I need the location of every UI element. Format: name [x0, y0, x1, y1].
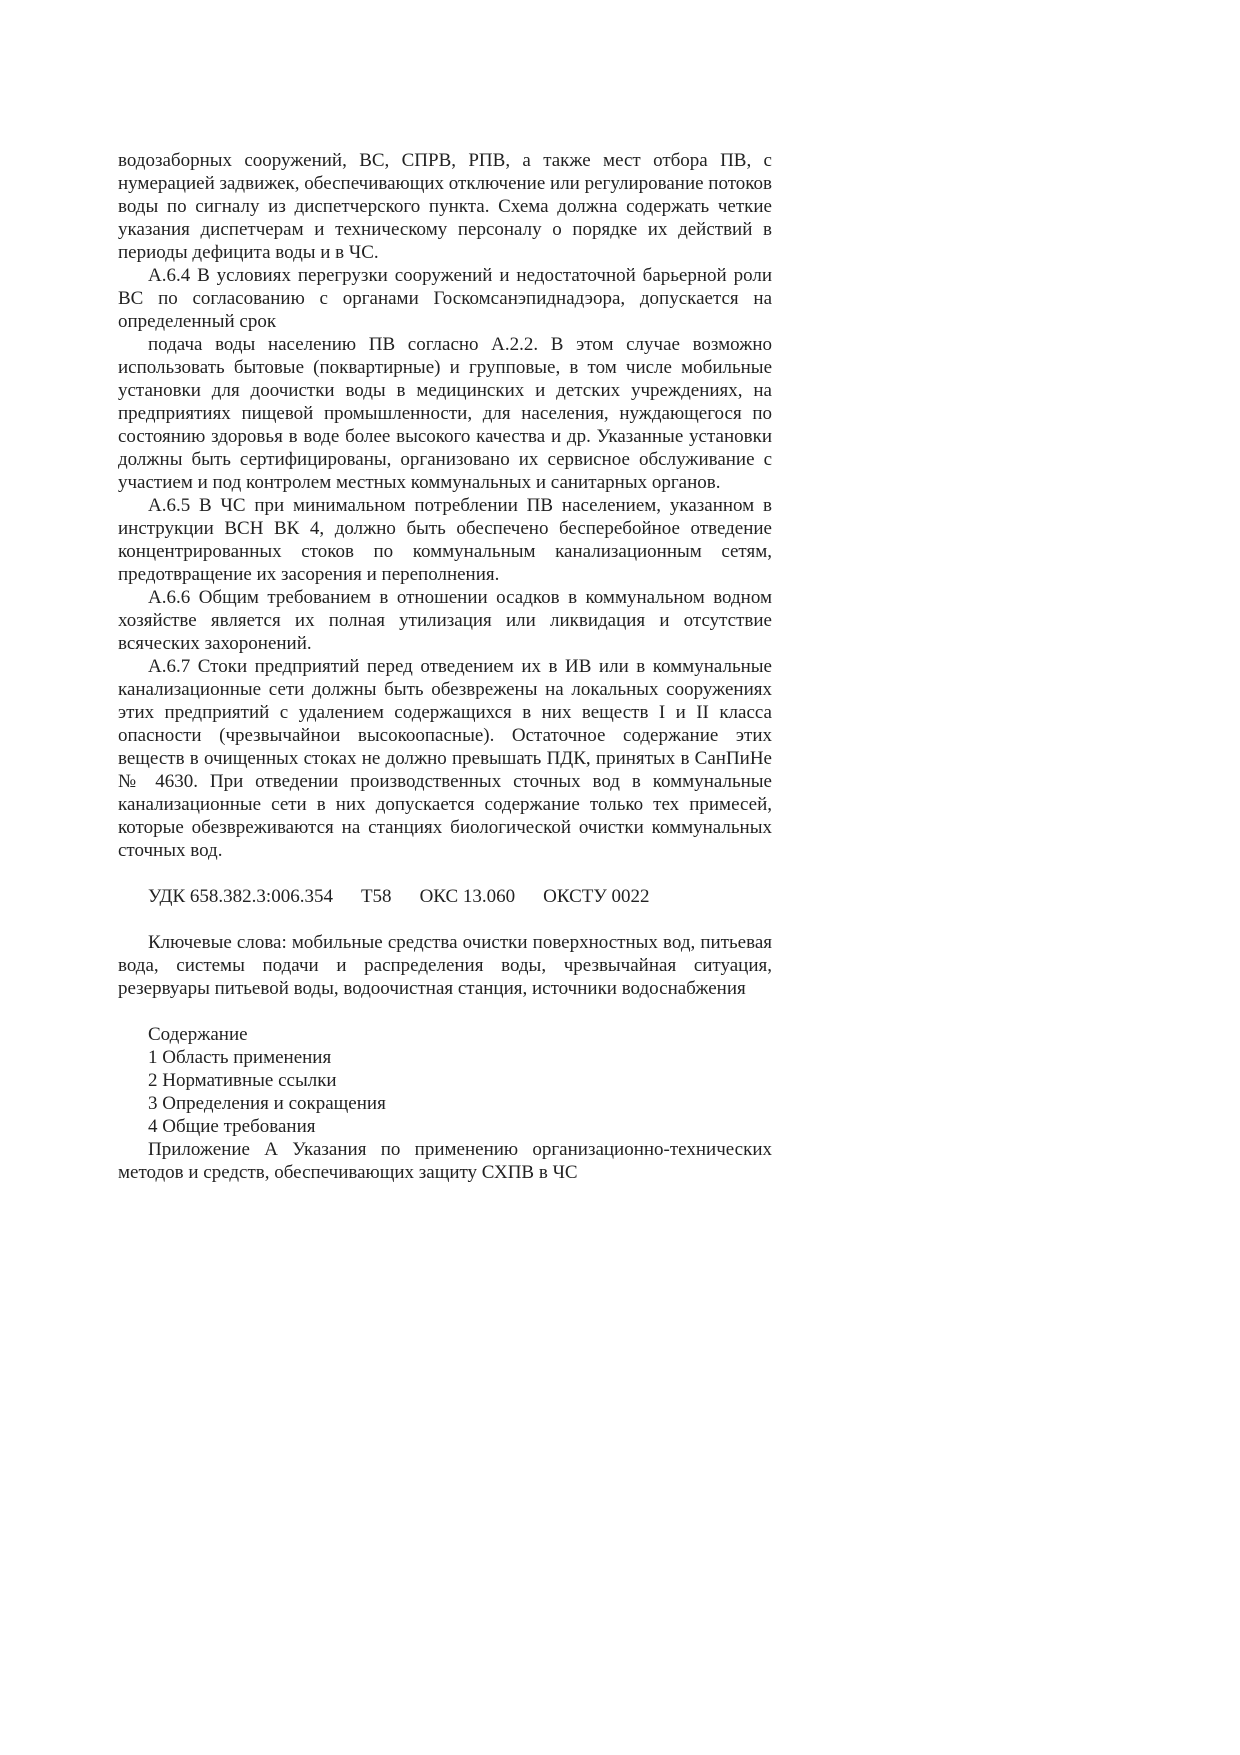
keywords-paragraph: Ключевые слова: мобильные средства очистки поверхностных вод, питьевая вода, системы подачи и распределения воды, чрезвычайная ситуация, резервуары питьевой воды, водоочистная станция, источники водоснабжения	[118, 932, 772, 999]
toc-title: Содержание	[148, 1024, 248, 1045]
paragraph-a-6-7: А.6.7 Стоки предприятий перед отведением их в ИВ или в коммунальные канализационные сети должны быть обезврежены на локальных сооружениях этих предприятий с удалением содержащихся в них веществ I и II класса опасности (чрезвычайнои высокоопасные). Остаточное содержание этих веществ в очищенных стоках не должно превышать ПДК, принятых в СанПиНе № 4630. При отведении производственных сточных вод в коммунальные канализационные сети в них допускается содержание только тех примесей, которые обезвреживаются на станциях биологической очистки коммунальных сточных вод.	[118, 656, 772, 861]
paragraph-scheme-requirements: водозаборных сооружений, ВС, СПРВ, РПВ, а также мест отбора ПВ, с нумерацией задвижек, обеспечивающих отключение или регулирование потоков воды по сигналу из диспетчерского пункта. Схема должна содержать четкие указания диспетчерам и техническому персоналу о порядке их действий в периоды дефицита воды и в ЧС.	[118, 150, 773, 263]
toc-item: 4 Общие требования	[148, 1116, 316, 1137]
oks-code: ОКС 13.060	[419, 886, 516, 907]
toc-item: 2 Нормативные ссылки	[148, 1070, 337, 1091]
toc-item: 1 Область применения	[148, 1047, 332, 1068]
paragraph-a-6-6: А.6.6 Общим требованием в отношении осадков в коммунальном водном хозяйстве является их полная утилизация или ликвидация и отсутствие всяческих захоронений.	[118, 587, 772, 654]
document-page	[118, 149, 772, 1184]
paragraph-water-supply-units: подача воды населению ПВ согласно А.2.2. В этом случае возможно использовать бытовые (поквартирные) и групповые, в том числе мобильные установки для доочистки воды в медицинских и детских учреждениях, на предприятиях пищевой промышленности, для населения, нуждающегося по состоянию здоровья в воде более высокого качества и др. Указанные установки должны быть сертифицированы, организовано их сервисное обслуживание с участием и под контролем местных коммунальных и санитарных органов.	[118, 334, 772, 493]
t-code: Т58	[360, 886, 392, 907]
spacer	[118, 862, 772, 885]
toc-appendix: Приложение А Указания по применению организационно-технических методов и средств, обеспечивающих защиту СХПВ в ЧС	[118, 1139, 772, 1183]
okstu-code: ОКСТУ 0022	[543, 886, 650, 907]
toc-item: 3 Определения и сокращения	[148, 1093, 386, 1114]
paragraph-a-6-5: А.6.5 В ЧС при минимальном потреблении ПВ населением, указанном в инструкции ВСН ВК 4, должно быть обеспечено бесперебойное отведение концентрированных стоков по коммунальным канализационным сетям, предотвращение их засорения и переполнения.	[118, 495, 772, 585]
spacer	[118, 1000, 772, 1023]
classification-codes	[118, 885, 772, 908]
udk-code: УДК 658.382.3:006.354	[148, 886, 333, 907]
paragraph-a-6-4: А.6.4 В условиях перегрузки сооружений и недостаточной барьерной роли ВС по согласованию с органами Госкомсанэпиднадэора, допускается на определенный срок	[118, 265, 772, 332]
spacer	[118, 908, 772, 931]
